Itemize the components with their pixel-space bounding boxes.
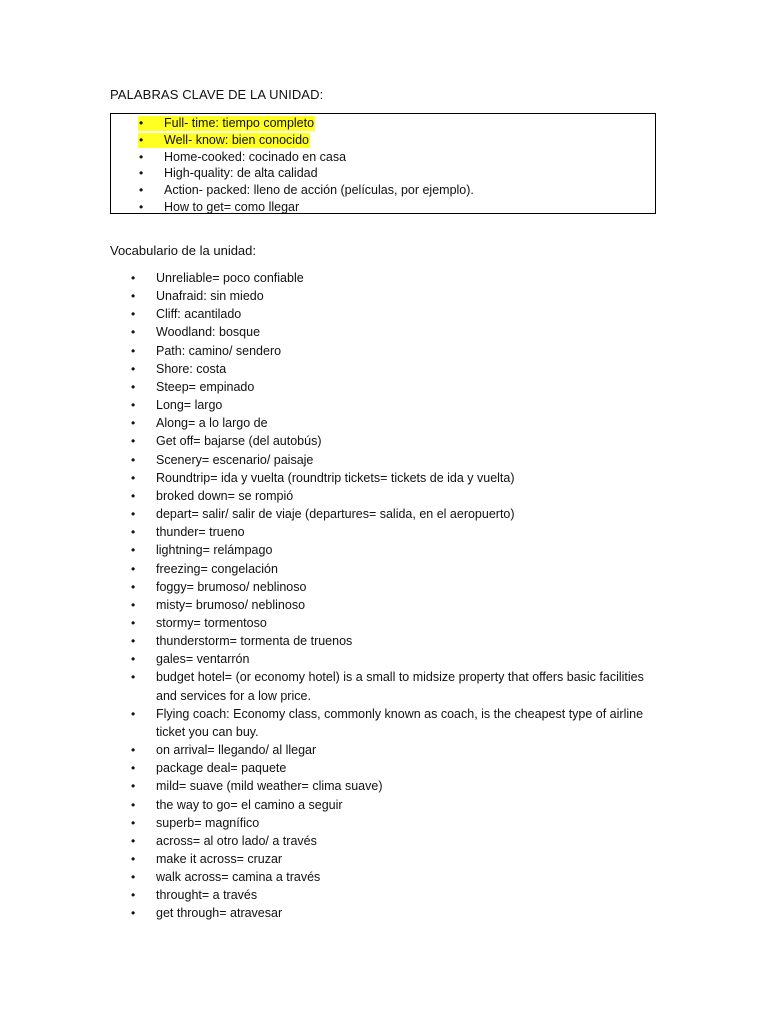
key-words-box [110,113,656,214]
bullet-icon: • [131,870,136,885]
vocabulary-item [110,832,666,850]
key-words-list [111,115,655,216]
key-word-text: High-quality: de alta calidad [164,166,318,181]
vocabulary-item [110,886,666,904]
key-word-text: Full- time: tiempo completo [164,116,315,130]
vocabulary-item [110,668,666,704]
key-word-item [111,182,655,199]
key-word-item [111,199,655,216]
bullet-icon: • [131,652,136,667]
bullet-icon: • [131,761,136,776]
vocabulary-item [110,741,666,759]
bullet-icon: • [131,852,136,866]
vocabulary-item [110,541,666,559]
bullet-icon: • [139,132,144,147]
vocabulary-text: thunder= trueno [156,525,245,540]
bullet-icon: • [131,906,136,921]
bullet-icon: • [131,579,136,594]
vocabulary-text: make it across= cruzar [156,852,283,866]
bullet-icon: • [139,166,144,181]
vocabulary-text: depart= salir/ salir de viaje (departures= salida, en el aeropuerto) [156,507,515,522]
vocabulary-item [110,560,666,578]
bullet-icon: • [139,116,144,130]
bullet-icon: • [131,289,136,304]
vocabulary-text: Get off= bajarse (del autobús) [156,434,322,449]
bullet-icon: • [131,325,136,340]
vocabulary-item [110,414,666,432]
vocabulary-item [110,632,666,650]
vocabulary-item [110,360,666,378]
vocabulary-text: Steep= empinado [156,379,255,394]
bullet-icon: • [131,797,136,812]
vocabulary-item [110,287,666,305]
bullet-icon: • [131,561,136,576]
vocabulary-heading: Vocabulario de la unidad: [110,243,257,258]
key-word-item [111,115,655,132]
vocabulary-text: misty= brumoso/ neblinoso [156,597,306,612]
vocabulary-text: Unafraid: sin miedo [156,289,264,304]
vocabulary-text: Cliff: acantilado [156,307,242,322]
bullet-icon: • [131,634,136,649]
vocabulary-item [110,578,666,596]
vocabulary-text: get through= atravesar [156,906,283,921]
bullet-icon: • [131,379,136,394]
bullet-icon: • [131,470,136,485]
key-word-text: Home-cooked: cocinado en casa [164,149,347,164]
key-word-item [111,165,655,182]
bullet-icon: • [139,183,144,198]
bullet-icon: • [131,507,136,522]
bullet-icon: • [131,525,136,540]
vocabulary-item [110,759,666,777]
vocabulary-item [110,396,666,414]
bullet-icon: • [131,416,136,431]
vocabulary-text: foggy= brumoso/ neblinoso [156,579,307,594]
bullet-icon: • [131,361,136,376]
vocabulary-text: superb= magnífico [156,815,260,830]
vocabulary-text: the way to go= el camino a seguir [156,797,343,812]
bullet-icon: • [131,706,136,721]
vocabulary-text: broked down= se rompió [156,488,294,503]
vocabulary-item [110,505,666,523]
bullet-icon: • [131,271,136,285]
vocabulary-item [110,451,666,469]
vocabulary-item [110,305,666,323]
bullet-icon: • [131,888,136,903]
vocabulary-text: freezing= congelación [156,561,278,576]
vocabulary-item [110,432,666,450]
vocabulary-item [110,777,666,795]
key-word-text: Action- packed: lleno de acción (películas, por ejemplo). [164,183,474,198]
bullet-icon: • [139,149,144,164]
bullet-icon: • [131,307,136,322]
key-word-text: How to get= como llegar [164,199,300,214]
vocabulary-list [110,269,670,923]
bullet-icon: • [131,833,136,848]
vocabulary-text: Long= largo [156,398,223,413]
vocabulary-item [110,487,666,505]
vocabulary-item [110,614,666,632]
bullet-icon: • [131,743,136,758]
vocabulary-text: Roundtrip= ida y vuelta (roundtrip tickets= tickets de ida y vuelta) [156,470,515,485]
vocabulary-text: Flying coach: Economy class, commonly known as coach, is the cheapest type of airline ticket you can buy. [156,706,644,739]
vocabulary-text: mild= suave (mild weather= clima suave) [156,779,383,794]
bullet-icon: • [131,452,136,467]
vocabulary-item [110,796,666,814]
vocabulary-item [110,269,666,287]
vocabulary-item [110,868,666,886]
vocabulary-item [110,523,666,541]
bullet-icon: • [131,779,136,794]
bullet-icon: • [131,543,136,558]
bullet-icon: • [131,398,136,413]
bullet-icon: • [131,597,136,612]
vocabulary-text: throught= a través [156,888,258,903]
bullet-icon: • [131,815,136,830]
bullet-icon: • [131,670,136,685]
vocabulary-text: Along= a lo largo de [156,416,268,431]
vocabulary-item [110,904,666,922]
bullet-icon: • [131,615,136,630]
bullet-icon: • [131,488,136,503]
vocabulary-item [110,596,666,614]
vocabulary-text: Woodland: bosque [156,325,261,340]
vocabulary-item [110,705,666,741]
key-word-text: Well- know: bien conocido [164,132,309,147]
bullet-icon: • [139,199,144,214]
key-word-item [111,132,655,149]
key-words-heading: PALABRAS CLAVE DE LA UNIDAD: [110,87,324,102]
vocabulary-text: across= al otro lado/ a través [156,833,317,848]
vocabulary-text: Scenery= escenario/ paisaje [156,452,314,467]
vocabulary-text: Shore: costa [156,361,227,376]
vocabulary-text: package deal= paquete [156,761,287,776]
vocabulary-text: gales= ventarrón [156,652,250,667]
vocabulary-item [110,850,666,868]
vocabulary-text: stormy= tormentoso [156,615,267,630]
vocabulary-text: thunderstorm= tormenta de truenos [156,634,353,649]
vocabulary-text: on arrival= llegando/ al llegar [156,743,317,758]
bullet-icon: • [131,343,136,358]
vocabulary-text: budget hotel= (or economy hotel) is a small to midsize property that offers basic facilities and services for a low price. [156,670,644,703]
vocabulary-text: Path: camino/ sendero [156,343,282,358]
vocabulary-text: lightning= relámpago [156,543,273,558]
vocabulary-text: Unreliable= poco confiable [156,271,304,285]
bullet-icon: • [131,434,136,449]
vocabulary-item [110,378,666,396]
vocabulary-item [110,342,666,360]
vocabulary-item [110,469,666,487]
vocabulary-item [110,814,666,832]
vocabulary-text: walk across= camina a través [156,870,321,885]
vocabulary-item [110,323,666,341]
key-word-item [111,149,655,166]
vocabulary-item [110,650,666,668]
